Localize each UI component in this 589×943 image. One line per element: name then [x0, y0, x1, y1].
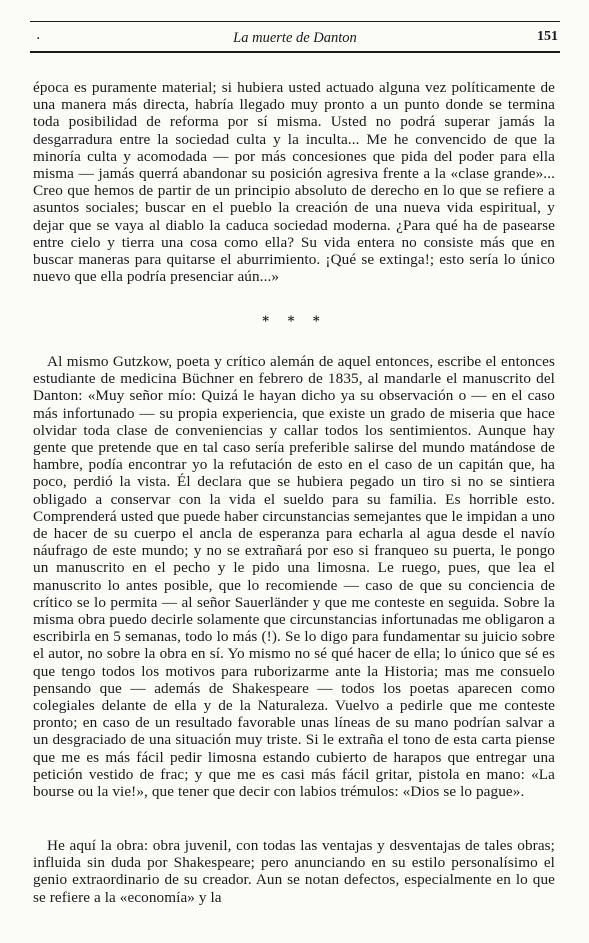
paragraph-continuation: época es puramente material; si hubiera usted actuado alguna vez políticamente de una manera más directa, habría llegado muy pronto a un punto donde se termina toda posibilidad de reforma por sí misma. Usted no podrá superar jamás la desgarradura entre la sociedad culta y la inculta... Me he convencido de que la minoría culta y acomodada — por más concesiones que pida del poder para ella misma — jamás querrá abandonar su posición agresiva frente a la «clase grande»... Creo que hemos de partir de un principio absoluto de derecho en lo que se refiere a asuntos sociales; buscar en el pueblo la creación de una nueva vida espiritual, y dejar que se vaya al diablo la caduca sociedad moderna. ¿Para qué ha de pasearse entre cielo y tierra una cosa como ella? Su vida entera no consiste más que en buscar maneras para quitarse el aburrimiento. ¡Qué se extinga!; esto sería lo único nuevo que ella podría presenciar aún...»	[33, 79, 555, 286]
body-text-bottom	[33, 837, 555, 906]
section-separator: * * *	[262, 314, 327, 329]
header-dot: ·	[36, 31, 41, 47]
body-text-top	[33, 79, 555, 285]
page-header	[30, 21, 560, 53]
body-text-letter	[33, 353, 555, 800]
page-number: 151	[537, 29, 558, 44]
header-rule	[30, 21, 560, 22]
paragraph-letter: Al mismo Gutzkow, poeta y crítico alemán de aquel entonces, escribe el entonces estudiante de medicina Büchner en febrero de 1835, al mandarle el manuscrito del Danton: «Muy señor mío: Quizá le hayan dicho ya su observación o — en el caso más infortunado — su propia experiencia, que existe un grado de miseria que hace olvidar toda clase de conveniencias y callar todos los sentimientos. Aunque hay gente que pretende que en tal caso sería preferible salirse del mundo matándose de hambre, podía encontrar yo la refutación de esto en el caso de un capitán que, ha poco, perdió la vista. Él declara que se hubiera pegado un tiro si no se sintiera obligado a conservar con la vida el sueldo para su familia. Es horrible esto. Comprenderá usted que puede haber circunstancias semejantes que le impidan a uno de hacer de su cuerpo el ancla de esperanza para echarla al agua desde el navío náufrago de este mundo; y no se extrañará por eso si franqueo su puerta, le pongo un manuscrito en el pecho y le pido una limosna. Le ruego, pues, que lea el manuscrito lo antes posible, que lo recomiende — caso de que su conciencia de crítico se lo permita — al señor Sauerländer y que me conteste en seguida. Sobre la misma obra puedo decirle solamente que circunstancias infortunadas me obligaron a escribirla en 5 semanas, todo lo más (!). Se lo digo para fundamentar su juicio sobre el autor, no sobre la obra en sí. Yo mismo no sé qué hacer de ella; lo único que sé es que tengo todos los motivos para ruborizarme ante la Historia; mas me consuelo pensando que — además de Shakespeare — todos los poetas aparecen como colegiales delante de ella y de la Naturaleza. Vuelvo a pedirle que me conteste pronto; en caso de un resultado favorable unas líneas de su mano podrían salvar a un desgraciado de una situación muy triste. Si le extraña el tono de esta carta piense que me es más fácil pedir limosna estando cubierto de harapos que entregar una petición vestido de frac; y que me es casi más fácil gritar, pistola en mano: «La bourse ou la vie!», que tener que decir con labios trémulos: «Dios se lo pague».	[33, 353, 555, 801]
running-title: La muerte de Danton	[233, 30, 357, 46]
paragraph-commentary: He aquí la obra: obra juvenil, con todas las ventajas y desventajas de tales obras; influida sin duda por Shakespeare; pero anunciando en su estilo personalísimo el genio extraordinario de su creador. Aun se notan defectos, especialmente en lo que se refiere a la «economía» y la	[33, 837, 555, 906]
